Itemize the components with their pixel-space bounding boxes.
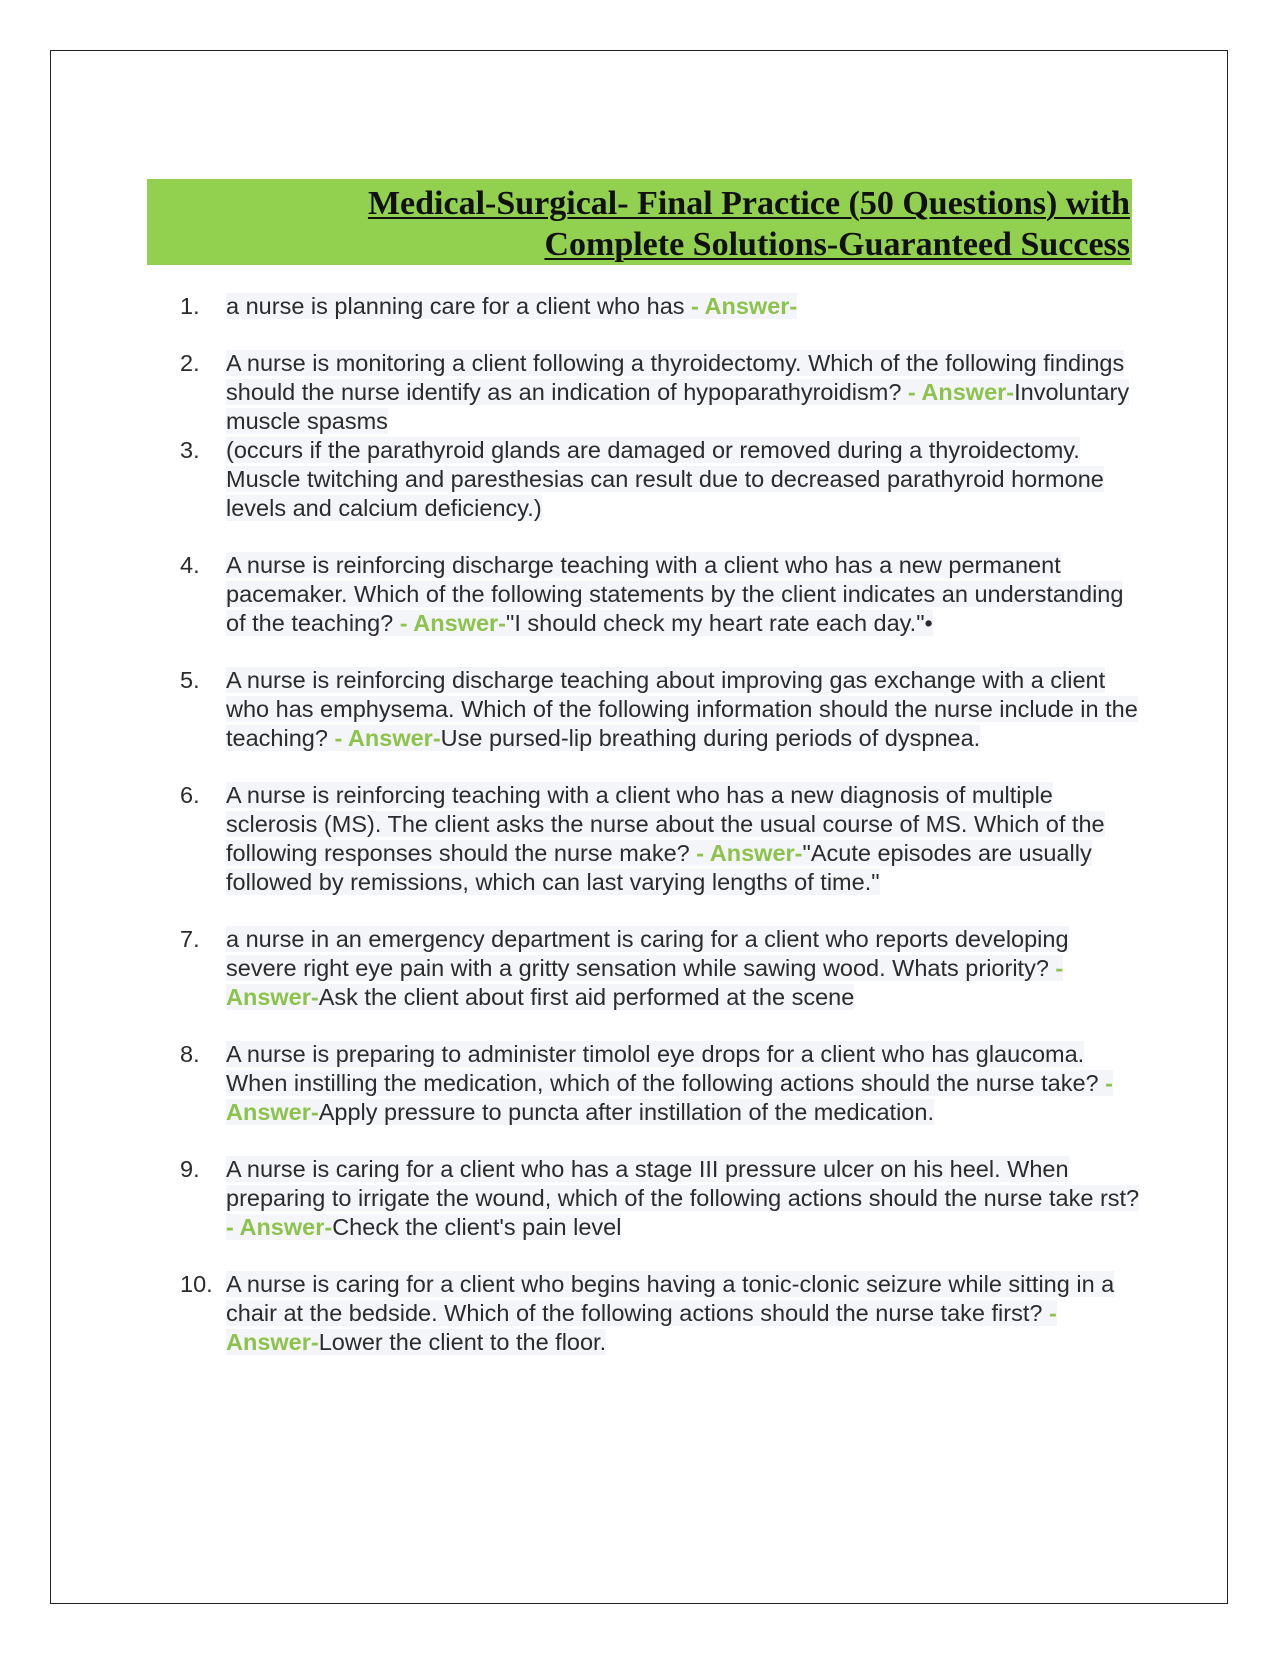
question-body: A nurse is reinforcing discharge teaching with a client who has a new permanent pacemaker. Which of the following statements by the client indicates an understanding of the teaching?	[226, 552, 1124, 636]
answer-label: - Answer-	[226, 1070, 1113, 1125]
question-text	[226, 437, 1104, 521]
question-body: A nurse is reinforcing discharge teaching about improving gas exchange with a client who has emphysema. Which of the following information should the nurse include in the teaching?	[226, 667, 1138, 751]
question-body: a nurse in an emergency department is caring for a client who reports developing severe right eye pain with a gritty sensation while sawing wood. Whats priority?	[226, 926, 1069, 981]
title-banner	[147, 179, 1132, 265]
answer-label: - Answer-	[334, 725, 441, 751]
answer-text: Ask the client about first aid performed at the scene	[318, 984, 855, 1010]
answer-label: - Answer-	[226, 955, 1064, 1010]
answer-label: - Answer-	[696, 840, 803, 866]
answer-text: Involuntary muscle spasms	[226, 379, 1130, 434]
answer-text: Lower the client to the floor.	[318, 1329, 607, 1355]
question-text	[226, 552, 1123, 636]
question-text	[226, 1271, 1114, 1355]
answer-label: - Answer-	[226, 1300, 1057, 1355]
question-item	[180, 551, 1140, 638]
question-body: a nurse is planning care for a client who has	[226, 293, 692, 319]
answer-text: Apply pressure to puncta after instillation of the medication.	[318, 1099, 934, 1125]
question-number: 9.	[180, 1156, 200, 1182]
answer-label: - Answer-	[399, 610, 506, 636]
question-body: A nurse is preparing to administer timolol eye drops for a client who has glaucoma. When instilling the medication, which of the following actions should the nurse take?	[226, 1041, 1106, 1096]
question-text	[226, 1156, 1139, 1240]
question-number: 4.	[180, 552, 200, 578]
question-item	[180, 349, 1140, 436]
answer-label: - Answer-	[691, 293, 798, 319]
document-title-line-1: Medical-Surgical- Final Practice (50 Questions) with	[367, 185, 1130, 222]
question-text	[226, 350, 1129, 434]
question-number: 3.	[180, 437, 200, 463]
question-text	[226, 1041, 1113, 1125]
document-title-line-2: Complete Solutions-Guaranteed Success	[544, 226, 1130, 263]
answer-text: Check the client's pain level	[332, 1214, 622, 1240]
question-item	[180, 666, 1140, 753]
question-item	[180, 436, 1140, 523]
question-number: 10.	[180, 1271, 213, 1297]
question-body: A nurse is caring for a client who has a stage III pressure ulcer on his heel. When preparing to irrigate the wound, which of the following actions should the nurse take rst?	[226, 1156, 1140, 1211]
question-number: 6.	[180, 782, 200, 808]
question-text	[226, 926, 1069, 1010]
question-number: 2.	[180, 350, 200, 376]
question-item	[180, 1270, 1140, 1357]
question-list	[180, 292, 1140, 1385]
answer-label: - Answer-	[907, 379, 1015, 405]
answer-text: "Acute episodes are usually followed by remissions, which can last varying lengths of time."	[226, 840, 1092, 895]
question-item	[180, 1040, 1140, 1127]
question-item	[180, 781, 1140, 897]
answer-label: - Answer-	[226, 1214, 333, 1240]
answer-text: "I should check my heart rate each day."•	[505, 610, 933, 636]
question-number: 7.	[180, 926, 200, 952]
question-text	[226, 667, 1138, 751]
question-body: A nurse is reinforcing teaching with a client who has a new diagnosis of multiple sclerosis (MS). The client asks the nurse about the usual course of MS. Which of the following responses should the nurse make?	[226, 782, 1105, 866]
question-body: A nurse is caring for a client who begins having a tonic-clonic seizure while sitting in a chair at the bedside. Which of the following actions should the nurse take first?	[226, 1271, 1115, 1326]
question-text	[226, 782, 1105, 895]
question-number: 5.	[180, 667, 200, 693]
question-body: (occurs if the parathyroid glands are damaged or removed during a thyroidectomy. Muscle twitching and paresthesias can result due to decreased parathyroid hormone levels and calcium deficiency.)	[226, 437, 1104, 521]
question-number: 8.	[180, 1041, 200, 1067]
question-text	[226, 293, 797, 319]
question-body: A nurse is monitoring a client following a thyroidectomy. Which of the following findings should the nurse identify as an indication of hypoparathyroidism?	[226, 350, 1125, 405]
question-item	[180, 292, 1140, 321]
answer-text: Use pursed-lip breathing during periods of dyspnea.	[440, 725, 981, 751]
question-number: 1.	[180, 293, 200, 319]
question-item	[180, 925, 1140, 1012]
question-item	[180, 1155, 1140, 1242]
